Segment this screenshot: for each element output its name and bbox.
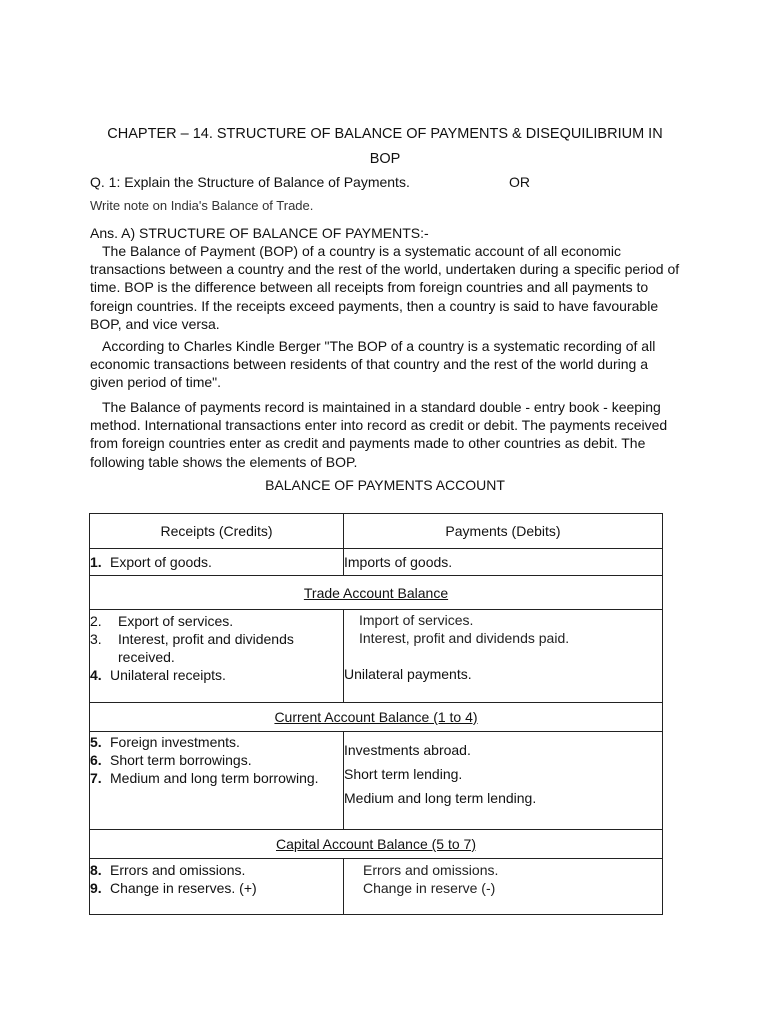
answer-paragraph-2: According to Charles Kindle Berger "The BOP of a country is a systematic recording of all economic transactions between residents of that country and the rest of the world during a given period of time". (90, 338, 656, 391)
subtotal-row (90, 703, 663, 732)
payment-item: Errors and omissions. (363, 862, 499, 878)
list-item: 5. Foreign investments. (90, 734, 240, 750)
receipts-list (90, 553, 343, 571)
question-alternative: Write note on India's Balance of Trade. (90, 198, 314, 213)
capital-account-balance: Capital Account Balance (5 to 7) (275, 836, 476, 852)
table-row (90, 610, 663, 703)
chapter-title-line-2: BOP (369, 151, 401, 167)
answer-paragraph-1: The Balance of Payment (BOP) of a country is a systematic account of all economic transactions between a country and the rest of the world, undertaken during a specific period of time. BOP is the difference between all receipts from foreign countries and all payments to foreign countries. If the receipts exceed payments, then a country is said to have favourable BOP, and vice versa. (90, 243, 680, 332)
subtotal-row (90, 830, 663, 859)
payment-cell: Imports of goods. (344, 549, 663, 576)
list-item: 3. Interest, profit and dividends received. (90, 631, 294, 665)
table-caption: BALANCE OF PAYMENTS ACCOUNT (265, 477, 505, 493)
list-item: 8. Errors and omissions. (90, 862, 246, 878)
question-or: OR (509, 174, 530, 190)
subtotal-row (90, 576, 663, 610)
receipts-header: Receipts (Credits) (90, 514, 344, 549)
table-row (90, 732, 663, 830)
chapter-title (80, 122, 690, 172)
chapter-title-line-1: CHAPTER – 14. STRUCTURE OF BALANCE OF PAYMENTS & DISEQUILIBRIUM IN (107, 126, 663, 142)
current-account-balance: Current Account Balance (1 to 4) (274, 709, 478, 725)
table-row (90, 859, 663, 915)
payment-item: Change in reserve (-) (363, 880, 496, 896)
answer-paragraph-3: The Balance of payments record is maintained in a standard double - entry book - keeping method. International transactions enter into record as credit or debit. The payments received from foreign countries enter as credit and payments made to other countries as debit. The following table shows the elements of BOP. (90, 399, 668, 470)
list-item: 1. Export of goods. (90, 554, 212, 570)
receipts-list (90, 861, 343, 897)
list-item: 4. Unilateral receipts. (90, 667, 226, 683)
payment-item: Short term lending. (344, 766, 463, 782)
table-header-row (90, 514, 663, 549)
list-item: 9. Change in reserves. (+) (90, 880, 257, 896)
receipts-list (90, 612, 343, 684)
bop-account-table (89, 513, 663, 915)
table-row (90, 549, 663, 576)
receipts-list (90, 733, 343, 787)
trade-account-balance: Trade Account Balance (303, 584, 449, 601)
answer-heading: Ans. A) STRUCTURE OF BALANCE OF PAYMENTS:- (90, 225, 429, 241)
list-item: 6. Short term borrowings. (90, 752, 252, 768)
payment-item: Medium and long term lending. (344, 790, 537, 806)
payments-header: Payments (Debits) (344, 514, 663, 549)
question-text: Q. 1: Explain the Structure of Balance of Payments. (90, 174, 410, 190)
payment-item: Unilateral payments. (344, 666, 472, 682)
payment-item: Interest, profit and dividends paid. (359, 630, 570, 646)
list-item: 2. Export of services. (90, 613, 234, 629)
payment-item: Import of services. (359, 612, 474, 628)
payment-item: Investments abroad. (344, 742, 471, 758)
list-item: 7. Medium and long term borrowing. (90, 770, 319, 786)
